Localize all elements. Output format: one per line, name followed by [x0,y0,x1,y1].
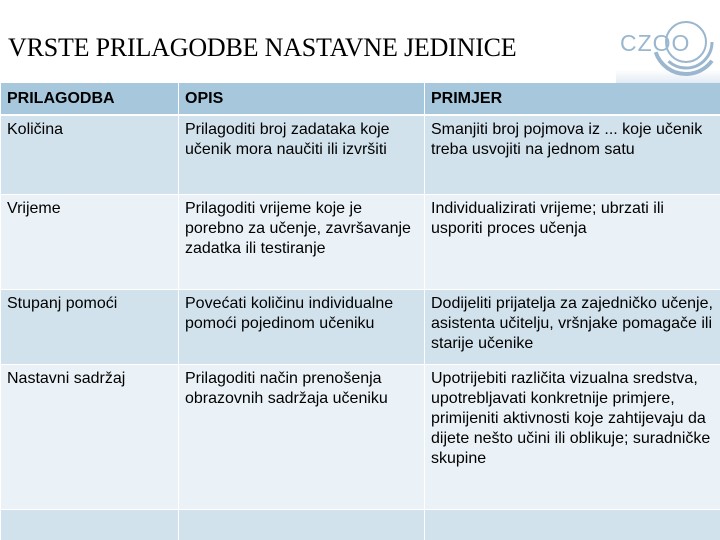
cell-description: Povećati količinu individualne pomoći pojedinom učeniku [179,289,425,364]
table-row [1,115,720,194]
adaptation-table [0,83,720,540]
cell-empty [179,509,425,540]
table-header-row [1,83,720,115]
header-primjer: PRIMJER [425,83,720,115]
cell-description: Prilagoditi način prenošenja obrazovnih sadržaja učeniku [179,364,425,509]
header-opis: OPIS [179,83,425,115]
cell-example: Individualizirati vrijeme; ubrzati ili usporiti proces učenja [425,194,720,289]
cell-description: Prilagoditi broj zadataka koje učenik mora naučiti ili izvršiti [179,115,425,194]
cell-type: Količina [1,115,179,194]
logo-text: CZOO [620,30,691,56]
page-title: VRSTE PRILAGODBE NASTAVNE JEDINICE [8,33,517,62]
czoo-logo-icon [612,4,720,84]
cell-example: Upotrijebiti različita vizualna sredstva, upotrebljavati konkretnije primjere, primijeniti aktivnosti koje zahtijevaju da dijete nešto učini ili oblikuje; suradničke skupine [425,364,720,509]
table-row [1,194,720,289]
cell-type: Nastavni sadržaj [1,364,179,509]
cell-type: Stupanj pomoći [1,289,179,364]
table-row-empty [1,509,720,540]
cell-type: Vrijeme [1,194,179,289]
cell-description: Prilagoditi vrijeme koje je porebno za učenje, završavanje zadatka ili testiranje [179,194,425,289]
cell-example: Dodijeliti prijatelja za zajedničko učenje, asistenta učitelju, vršnjake pomagače ili starije učenike [425,289,720,364]
cell-empty [425,509,720,540]
table-row [1,289,720,364]
table-row [1,364,720,509]
header-prilagodba: PRILAGODBA [1,83,179,115]
cell-empty [1,509,179,540]
cell-example: Smanjiti broj pojmova iz ... koje učenik treba usvojiti na jednom satu [425,115,720,194]
